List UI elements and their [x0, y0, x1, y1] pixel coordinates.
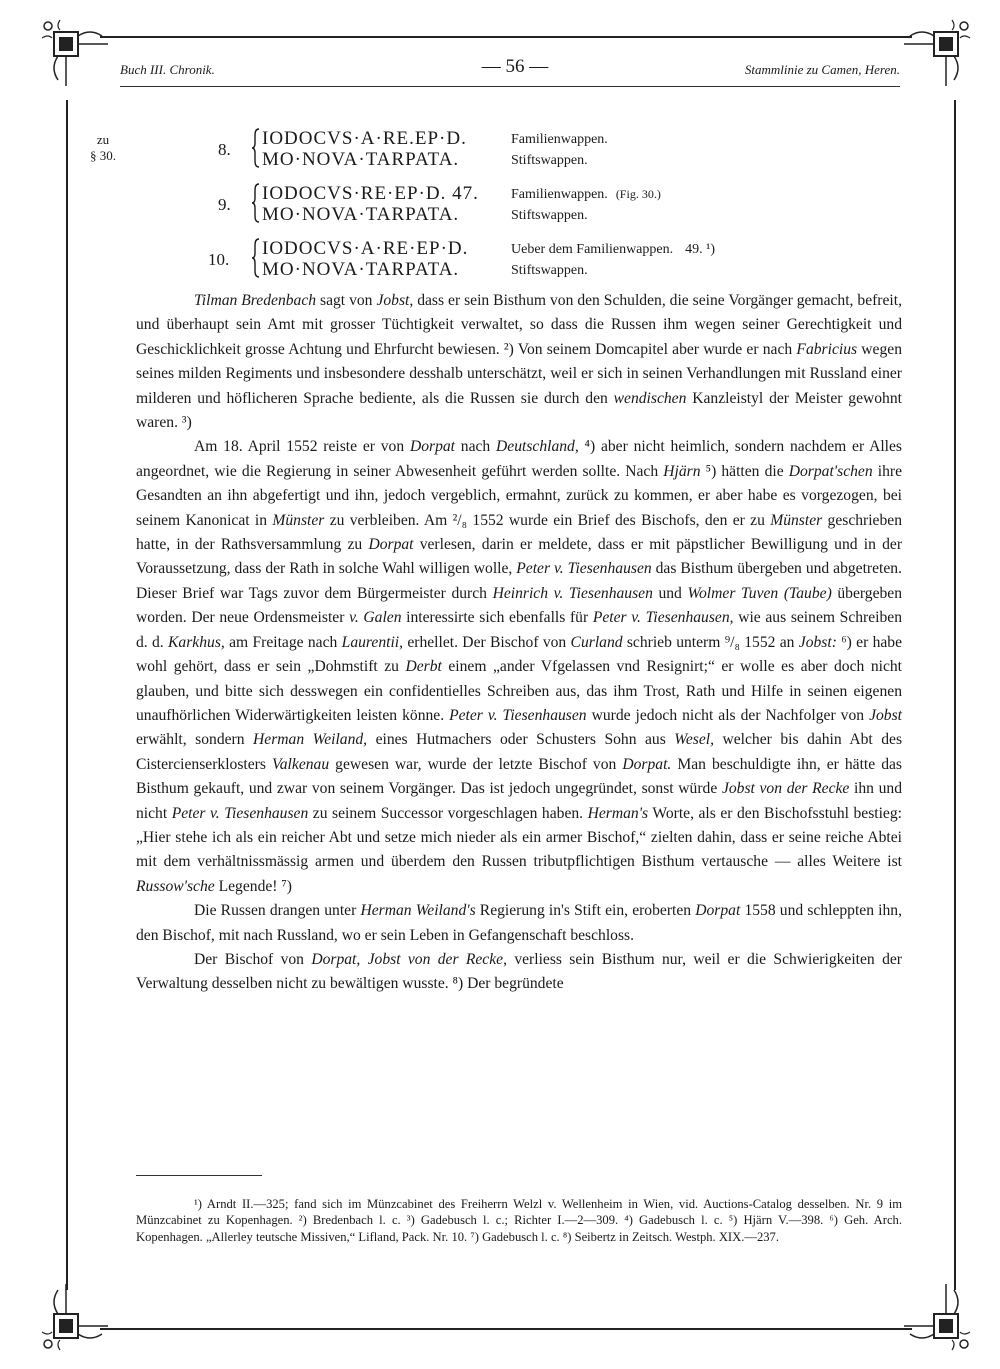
text-italic: Heinrich v. Tiesenhausen — [492, 584, 653, 602]
text-run: das Bisthum übergeben und abgetreten. Dieser Brief war Tags zuvor dem Bürgermeister durch — [136, 560, 902, 602]
text-italic: Jobst, — [376, 292, 414, 309]
text-run: ⁴) aber nicht heimlich, sondern nachdem er Alles angeordnet, wie die Regierung in seiner Abwesenheit geführt werden sollte. Nach — [136, 438, 902, 480]
paragraph — [136, 948, 902, 997]
text-run: sagt von — [316, 292, 377, 309]
inscription-number: 8. — [218, 140, 231, 159]
text-run: Regierung in's Stift ein, eroberten — [475, 902, 696, 920]
text-italic: Peter v. Tiesenhausen — [171, 804, 309, 822]
text-run: dass er sein Bisthum von den Schulden, die seine Vorgänger gemacht, befreit, und überhaupt sein Amt mit grosser Tüchtigkeit verwaltet, so dass die Russen ihm wegen seiner Gerechtigkeit und Geschicklichkeit grosse Achtung und Ehrfurcht bewiesen. ²) Von seinem Domcapitel aber wurde er nach — [136, 292, 902, 358]
text-run: zu verbleiben. Am ²/₈ 1552 wurde ein Brief des Bischofs, den er zu — [324, 511, 771, 529]
text-italic: Hjärn — [663, 462, 701, 480]
inscription-line: IODOCVS·RE·EP·D. 47. — [262, 183, 479, 204]
text-italic: Herman's — [587, 804, 649, 822]
text-italic: Dorpat — [695, 902, 741, 920]
running-head-left: Buch III. Chronik. — [120, 62, 215, 77]
text-run: ihn und nicht — [136, 780, 902, 822]
inscription-row — [200, 128, 900, 172]
inscription-note-text: Familienwappen. — [511, 187, 608, 202]
text-italic: Jobst: — [798, 633, 837, 651]
footnote-text: ¹) Arndt II.—325; fand sich im Münzcabinet des Freiherrn Welzl v. Wellenheim in Wien, vid. Auctions-Catalog desselben. Nr. 9 im Münzcabinet zu Kopenhagen. ²) Bredenbach l. c. ³) Gadebusch l. c.; Richter I.—2—309. ⁴) Gadebusch l. c. ⁵) Hjärn V.—398. ⁶) Geh. Arch. Kopenhagen. „Allerley teutsche Missiven,“ Lifland, Pack. Nr. 10. ⁷) Gadebusch l. c. ⁸) Seibertz in Zeitsch. Westph. XIX.—237. — [136, 1197, 902, 1244]
text-run: nach — [455, 438, 497, 456]
text-italic: Derbt — [405, 658, 442, 676]
text-italic: Jobst von der Recke — [721, 780, 850, 798]
body-text — [136, 289, 902, 997]
text-italic: v. Galen — [349, 609, 402, 627]
text-italic: Münster — [272, 511, 325, 529]
text-run: am Freitage nach — [224, 633, 342, 651]
text-italic: Laurentii, — [341, 633, 404, 651]
corner-ornament-icon — [40, 1282, 110, 1352]
text-italic: Dorpat — [409, 438, 455, 456]
text-run: einem „ander Vfgelassen vnd Resignirt;“ er wolle es aber doch nicht glauben, und bitte sich desswegen ein confidentielles Schreiben aus, das ihm Trost, Rath und Hilfe in seinen eigenen unaufhörlichen Widerwärtigkeiten leisten könne. — [136, 658, 902, 724]
text-italic: Münster — [770, 511, 823, 529]
text-italic: Peter v. Tiesenhausen, — [592, 609, 734, 627]
inscription-note: Stiftswappen. — [511, 208, 588, 223]
text-italic: Valkenau — [271, 755, 330, 773]
text-italic: wendischen — [613, 389, 687, 407]
text-run: und — [652, 584, 688, 602]
text-italic: Dorpat — [368, 536, 414, 554]
inscription-note: Stiftswappen. — [511, 263, 588, 278]
text-run: schrieb unterm ⁹/₈ 1552 an — [622, 633, 799, 651]
corner-ornament-icon — [40, 18, 110, 88]
paragraph — [136, 289, 902, 435]
text-italic: Dorpat'schen — [788, 462, 873, 480]
text-italic: Deutschland, — [496, 438, 579, 456]
text-run: verlesen, darin er meldete, dass er mit päpstlicher Bewilligung und in der Voraussetzung, dass der Rath in solche Wahl willigen wolle, — [136, 536, 903, 578]
inscription-number: 10. — [208, 250, 230, 269]
inscription-line: IODOCVS·A·RE·EP·D. — [262, 238, 469, 259]
text-run: Man beschuldigte ihn, er hätte das Bisthum gekauft, und zwar von seinem Vorgänger. Das ist jedoch ungegründet, sonst würde — [136, 755, 902, 798]
frame-left — [66, 100, 68, 1290]
inscription-note-ref: 49. ¹) — [685, 242, 715, 257]
footnote-rule — [136, 1175, 262, 1176]
header-rule — [120, 86, 900, 87]
text-run: Legende! ⁷) — [214, 877, 293, 895]
frame-right — [954, 100, 956, 1290]
paragraph — [136, 435, 902, 899]
text-run: ⁶) er habe wohl gehört, dass er sein „Dohmstift zu — [136, 633, 903, 676]
paragraph — [136, 899, 902, 948]
text-italic: Karkhus, — [168, 633, 225, 651]
inscription-line: MO·NOVA·TARPATA. — [262, 204, 460, 225]
inscription-note: Stiftswappen. — [511, 153, 588, 168]
margin-note-line: zu — [96, 132, 110, 147]
text-italic: Herman Weiland's — [360, 902, 476, 920]
text-italic: Fabricius — [796, 340, 858, 358]
inscription-note — [511, 242, 715, 258]
text-run: ihre Gesandten an ihn abgefertigt und ihn, jedoch vergeblich, ermahnt, zurück zu kommen, er aber habe es vorgezogen, bei seinem Kanonicat in — [136, 462, 902, 529]
text-run: eines Hutmachers oder Schusters Sohn aus — [367, 731, 675, 749]
text-run: ⁵) hätten die — [700, 462, 789, 480]
text-run: geschrieben hatte, in der Rathsversammlung zu — [136, 511, 902, 554]
text-italic: Dorpat. — [622, 755, 672, 773]
text-run: wurde jedoch nicht als der Nachfolger von — [586, 706, 870, 724]
text-run: zu seinem Successor vorgeschlagen haben. — [308, 804, 588, 822]
corner-ornament-icon — [902, 18, 972, 88]
text-italic: Tilman Bredenbach — [194, 292, 317, 309]
inscription-row — [200, 183, 900, 227]
margin-note — [80, 132, 126, 164]
text-run: interessirte sich ebenfalls für — [401, 609, 593, 627]
inscription-list — [200, 128, 900, 282]
brace-icon — [252, 238, 260, 278]
inscription-note — [511, 132, 608, 148]
text-run: Die Russen drangen unter — [194, 902, 361, 920]
footnotes — [136, 1196, 902, 1245]
inscription-line: IODOCVS·A·RE.EP·D. — [262, 128, 467, 149]
frame-top — [100, 36, 912, 38]
corner-ornament-icon — [902, 1282, 972, 1352]
text-run: Worte, als er den Bischofsstuhl bestieg: „Hier stehe ich als ein reicher Abt und setze mich nieder als ein armer Bischof,“ zielten dahin, dass er seine reiche Abtei mit dem verhältnissmässig armen und überdem den Russen tributpflichtigen Bisthum vertausche — alles Weitere ist — [136, 804, 902, 871]
text-run: Kanzleistyl der Meister gewohnt waren. ³) — [136, 389, 902, 432]
text-italic: Curland — [570, 633, 623, 651]
inscription-note-text: Ueber dem Familienwappen. — [511, 242, 674, 257]
page-number: — 56 — — [481, 56, 549, 77]
text-run: Am 18. April 1552 reiste er von — [194, 438, 410, 456]
inscription-note — [511, 187, 661, 203]
text-italic: Peter v. Tiesenhausen — [449, 706, 587, 724]
inscription-line: MO·NOVA·TARPATA. — [262, 149, 460, 170]
text-run: erwählt, sondern — [136, 731, 254, 749]
text-run: 1558 und schleppten ihn, den Bischof, mit nach Russland, wo er sein Leben in Gefangenschaft beschloss. — [136, 902, 902, 944]
text-run: erhellet. Der Bischof von — [403, 633, 571, 651]
text-run: gewesen war, wurde der letzte Bischof von — [329, 755, 623, 773]
text-run: Der Bischof von — [194, 950, 312, 968]
inscription-row — [200, 238, 900, 282]
inscription-line: MO·NOVA·TARPATA. — [262, 259, 460, 280]
brace-icon — [252, 183, 260, 223]
text-run: welcher bis dahin Abt des Cistercienserklosters — [136, 731, 903, 773]
inscription-number: 9. — [218, 195, 231, 214]
text-italic: Dorpat, Jobst von der Recke — [311, 950, 504, 968]
brace-icon — [252, 128, 260, 168]
running-head-right: Stammlinie zu Camen, Heren. — [744, 62, 900, 77]
text-italic: Wesel, — [674, 731, 714, 749]
margin-note-line: § 30. — [90, 148, 116, 163]
inscription-note-text: Familienwappen. — [511, 132, 608, 147]
frame-bottom — [100, 1328, 912, 1330]
text-run: wie aus seinem Schreiben d. d. — [136, 609, 903, 651]
text-italic: Herman Weiland, — [253, 731, 368, 749]
text-italic: Russow'sche — [136, 877, 215, 895]
text-run: , verliess sein Bisthum nur, weil er die Schwierigkeiten der Verwaltung desselben nicht zu bewältigen wusste. ⁸) Der begründete — [136, 950, 902, 993]
text-italic: Jobst — [869, 706, 902, 724]
text-italic: Peter v. Tiesenhausen — [516, 560, 652, 578]
text-run: übergeben worden. Der neue Ordensmeister — [136, 584, 903, 627]
text-italic: Wolmer Tuven (Taube) — [687, 584, 832, 602]
figure-reference: (Fig. 30.) — [615, 187, 661, 201]
text-run: wegen seines milden Regiments und insbesondere desshalb unterschätzt, weil er sich in seinen Verhandlungen mit Russland einer milderen und höflicheren Sprache bediente, als die Russen sie durch den — [136, 340, 902, 407]
